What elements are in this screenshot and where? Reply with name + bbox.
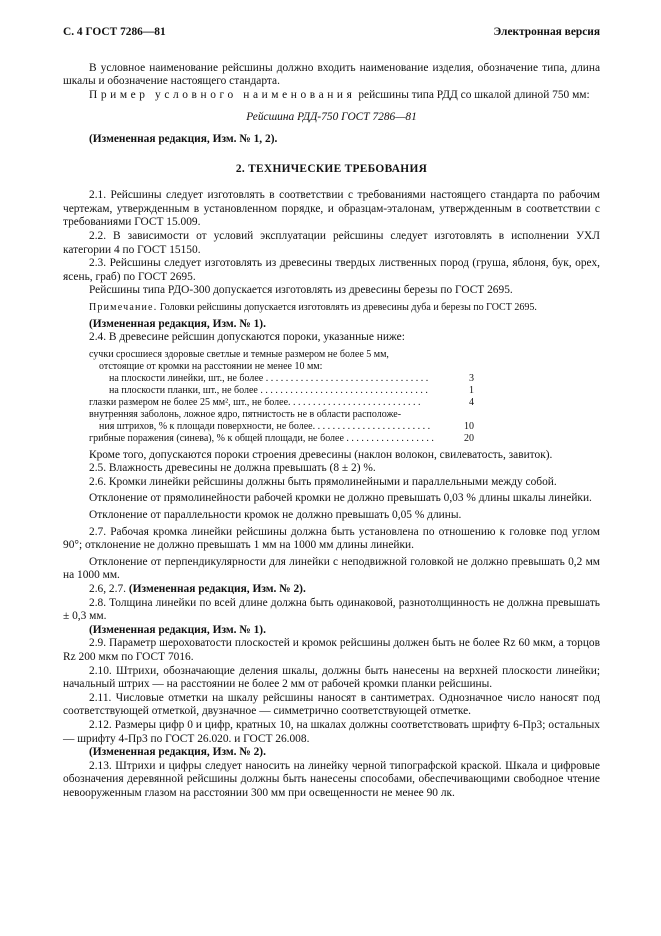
defect-row: сучки сросшиеся здоровые светлые и темные размером не более 5 мм, <box>89 348 389 360</box>
edition-1: (Измененная редакция, Изм. № 1). <box>89 317 266 330</box>
defect-row: глазки размером не более 25 мм², шт., не более. . . . . . . . . . . . . . . . . . . . . . . . . . . 4 <box>89 396 474 408</box>
para-2-4: 2.4. В древесине рейсшин допускаются пороки, указанные ниже: <box>89 331 405 344</box>
example-paragraph <box>63 89 600 103</box>
document-page <box>63 26 600 801</box>
edition-note: (Измененная редакция, Изм. № 1, 2). <box>89 132 278 145</box>
defect-row: внутренняя заболонь, ложное ядро, пятнистость не в области расположе- <box>89 408 402 420</box>
para-2-2: 2.2. В зависимости от условий эксплуатации рейсшины следует изготовлять в исполнении УХЛ категории 4 по ГОСТ 15150. <box>63 229 600 256</box>
note-label: Примечание. <box>89 301 158 313</box>
defect-row: на плоскости планки, шт., не более . . . . . . . . . . . . . . . . . . . . . . . . . . . . . . . . . . 1 <box>109 384 474 396</box>
intro-paragraph: В условное наименование рейсшины должно входить наименование изделия, обозначение типа, длина шкалы и обозначение настоящего стандарта. <box>63 61 600 88</box>
defect-row: отстоящие от кромки на расстоянии не менее 10 мм: <box>99 360 323 372</box>
example-text: рейсшины типа РДД со шкалой длиной 750 мм: <box>355 88 590 101</box>
para-2-6: 2.6. Кромки линейки рейсшины должны быть прямолинейными и параллельными между собой. <box>89 475 557 488</box>
para-2-3b: Рейсшины типа РДО-300 допускается изготовлять из древесины березы по ГОСТ 2695. <box>89 284 513 297</box>
para-2-6-2-7: 2.6, 2.7. (Измененная редакция, Изм. № 2). <box>89 583 306 596</box>
note-text: Головки рейсшины допускается изготовлять из древесины дуба и березы по ГОСТ 2695. <box>157 301 537 313</box>
para-2-7: 2.7. Рабочая кромка линейки рейсшины должна быть установлена по отношению к головке под углом 90°; отклонение не должно превышать 1 мм на 1000 мм длины линейки. <box>63 525 600 552</box>
para-2-11: 2.11. Числовые отметки на шкалу рейсшины наносят в сантиметрах. Однозначное число наносят под соответствующей отметкой, двузначное — симметрично соответствующей отметке. <box>63 691 600 718</box>
para-2-6c: Отклонение от параллельности кромок не должно превышать 0,05 % длины. <box>89 509 462 522</box>
defect-row: на плоскости линейки, шт., не более . . . . . . . . . . . . . . . . . . . . . . . . . . . . . . . . . 3 <box>109 372 474 384</box>
defect-row: грибные поражения (синева), % к общей площади, не более . . . . . . . . . . . . . . . . . . 20 <box>89 432 474 444</box>
section-title: 2. ТЕХНИЧЕСКИЕ ТРЕБОВАНИЯ <box>235 162 428 175</box>
para-2-1: 2.1. Рейсшины следует изготовлять в соответствии с требованиями настоящего стандарта по рабочим чертежам, утвержденным в установленном порядке, и образцам-эталонам, утвержденным в соответствии с требованиями ГОСТ 15.009. <box>63 189 600 229</box>
header-right: Электронная версия <box>493 26 600 38</box>
example-code: Рейсшина РДД-750 ГОСТ 7286—81 <box>246 111 417 124</box>
para-2-6b: Отклонение от прямолинейности рабочей кромки не должно превышать 0,03 % длины шкалы линейки. <box>89 492 592 505</box>
edition-2: (Измененная редакция, Изм. № 1). <box>89 623 266 636</box>
para-2-10: 2.10. Штрихи, обозначающие деления шкалы, должны быть нанесены на верхней плоскости линейки; начальный штрих — на расстоянии не более 2 мм от рабочей кромки планки рейсшины. <box>63 664 600 691</box>
para-2-7b: Отклонение от перпендикулярности для линейки с неподвижной головкой не должно превышать 0,2 мм на 1000 мм. <box>63 555 600 582</box>
page-header <box>63 26 600 40</box>
para-2-3: 2.3. Рейсшины следует изготовлять из древесины твердых лиственных пород (груша, яблоня, бук, орех, ясень, граб) по ГОСТ 2695. <box>63 257 600 283</box>
note <box>63 301 600 315</box>
defect-row: ния штрихов, % к площади поверхности, не более. . . . . . . . . . . . . . . . . . . . . . . . 10 <box>99 420 474 432</box>
para-2-13: 2.13. Штрихи и цифры следует наносить на линейку черной типографской краской. Шкала и цифровые обозначения деревянной рейсшины должны быть нанесены способами, обеспечивающими свободное чтение невооруженным глазом на расстоянии 300 мм при освещенности не менее 90 лк. <box>63 759 600 799</box>
para-2-5: 2.5. Влажность древесины не должна превышать (8 ± 2) %. <box>89 462 376 475</box>
edition-3: (Измененная редакция, Изм. № 2). <box>89 746 266 759</box>
para-2-12: 2.12. Размеры цифр 0 и цифр, кратных 10, на шкалах должны соответствовать шрифту 6-Пр3; остальных — шрифту 4-Пр3 по ГОСТ 26.020. и ГОСТ 26.008. <box>63 718 600 745</box>
defects-table <box>89 349 474 445</box>
para-2-9: 2.9. Параметр шероховатости плоскостей и кромок рейсшины должен быть не более Rz 60 мкм, а торцов Rz 200 мкм по ГОСТ 7016. <box>63 637 600 663</box>
para-2-4b: Кроме того, допускаются пороки строения древесины (наклон волокон, свилеватость, завиток). <box>89 448 553 461</box>
header-left: С. 4 ГОСТ 7286—81 <box>63 26 166 38</box>
para-2-8: 2.8. Толщина линейки по всей длине должна быть одинаковой, разнотолщинность не должна превышать ± 0,3 мм. <box>63 596 600 623</box>
example-label: Пример условного наименования <box>89 88 356 101</box>
